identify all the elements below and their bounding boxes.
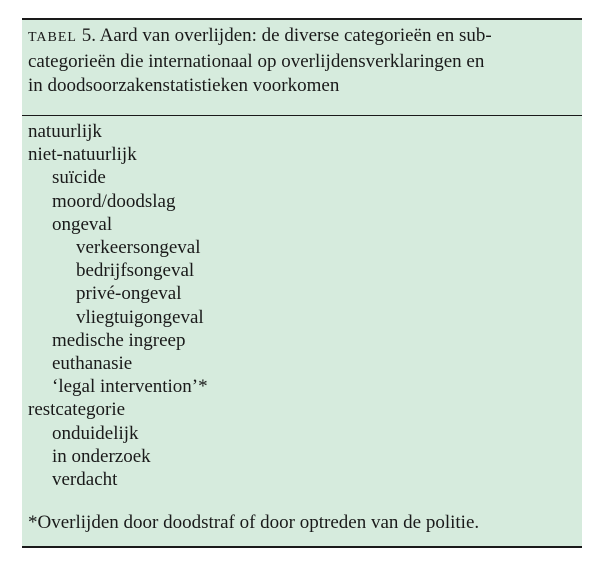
- list-item: verkeersongeval: [76, 237, 201, 259]
- list-item: niet-natuurlijk: [28, 144, 137, 166]
- list-item: vliegtuigongeval: [76, 306, 204, 328]
- list-item: in onderzoek: [52, 445, 151, 467]
- list-item: onduidelijk: [52, 422, 139, 444]
- list-item: restcategorie: [28, 399, 126, 421]
- table-footnote: *Overlijden door doodstraf of door optreden van de politie.: [28, 512, 480, 533]
- list-item: verdacht: [52, 469, 118, 491]
- table-number: 5.: [81, 25, 96, 46]
- table-caption: [22, 20, 582, 116]
- caption-line-3: in doodsoorzakenstatistieken voorkomen: [28, 75, 340, 96]
- table-label: TABEL: [28, 30, 77, 45]
- list-item: medische ingreep: [52, 329, 186, 351]
- table-container: [22, 18, 582, 548]
- list-item: suïcide: [52, 167, 106, 189]
- list-item: natuurlijk: [28, 121, 102, 142]
- list-item: privé-ongeval: [76, 283, 182, 305]
- caption-line-1: Aard van overlijden: de diverse categorieën en sub-: [95, 25, 492, 46]
- category-list: [22, 116, 582, 491]
- list-item: euthanasie: [52, 353, 133, 375]
- list-item: bedrijfsongeval: [76, 260, 195, 282]
- list-item: moord/doodslag: [52, 190, 176, 212]
- list-item: ongeval: [52, 213, 113, 235]
- caption-line-2: categorieën die internationaal op overlijdensverklaringen en: [28, 51, 485, 72]
- list-item: ‘legal intervention’*: [52, 376, 208, 398]
